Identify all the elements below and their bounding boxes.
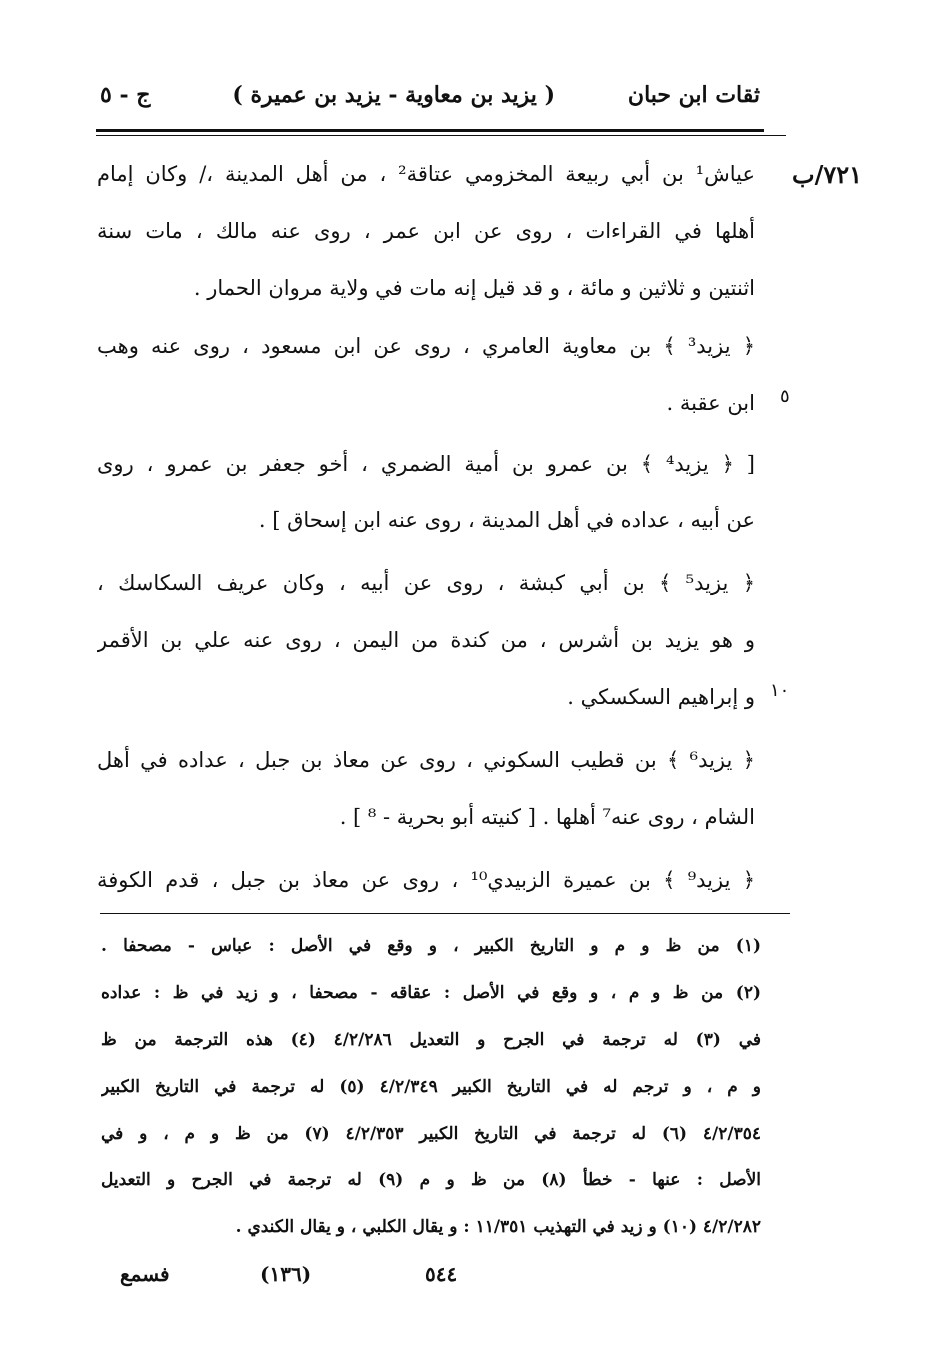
footnote-line: (٢) من ظ و م ، و وقع في الأصل : عقاقه - مصحفا ، و زيد في ظ : عداده — [101, 983, 761, 1003]
body-line: ﴿ يزيد⁶ ﴾ بن قطيب السكوني ، روى عن معاذ بن جبل ، عداده في أهل — [97, 748, 755, 772]
line-number-5: ٥ — [780, 386, 790, 407]
body-line: و هو يزيد بن أشرس ، من كندة من اليمن ، روى عنه علي بن الأقمر — [97, 628, 755, 652]
body-line: عن أبيه ، عداده في أهل المدينة ، روى عنه ابن إسحاق ] . — [258, 508, 755, 532]
footnote-line: في (٣) له ترجمة في الجرح و التعديل ٤/٢/٢٨٦ (٤) هذه الترجمة من ظ — [101, 1030, 761, 1050]
volume-label: ج - ٥ — [100, 82, 151, 108]
body-line: [ ﴿ يزيد⁴ ﴾ بن عمرو بن أمية الضمري ، أخو جعفر بن عمرو ، روى — [97, 452, 755, 476]
body-line: الشام ، روى عنه⁷ أهلها . [ كنيته أبو بحرية - ⁸ ] . — [339, 805, 755, 829]
body-line: عياش¹ بن أبي ربيعة المخزومي عتاقة² ، من أهل المدينة ،/ وكان إمام — [97, 162, 755, 186]
footnote-rule — [100, 913, 790, 914]
signature-mark: (١٣٦) — [260, 1262, 312, 1286]
footnote-line: (١) من ظ و م و التاريخ الكبير ، و وقع في الأصل : عباس - مصحفا . — [101, 936, 761, 956]
body-line: ابن عقبة . — [666, 391, 755, 415]
body-line: ﴿ يزيد³ ﴾ بن معاوية العامري ، روى عن ابن مسعود ، روى عنه وهب — [97, 334, 755, 358]
line-number-10: ١٠ — [770, 680, 790, 701]
footnote-line: و م ، و ترجم له في التاريخ الكبير ٤/٢/٣٤٩ (٥) له ترجمة في التاريخ الكبير — [101, 1077, 761, 1097]
bottom-line — [120, 1262, 460, 1292]
body-line: أهلها في القراءات ، روى عن ابن عمر ، روى عنه مالك ، مات سنة — [97, 219, 755, 243]
header-rule-thin — [96, 135, 786, 136]
book-title: ثقات ابن حبان — [627, 82, 760, 108]
header-rule-thick — [96, 129, 764, 132]
entry-range: ( يزيد بن معاوية - يزيد بن عميرة ) — [232, 82, 555, 108]
body-line: ﴿ يزيد⁹ ﴾ بن عميرة الزبيدي¹⁰ ، روى عن معاذ بن جبل ، قدم الكوفة — [97, 868, 755, 892]
page-number: ٥٤٤ — [425, 1262, 458, 1286]
footnote-line: ٤/٢/٣٥٤ (٦) له ترجمة في التاريخ الكبير ٤/٢/٣٥٣ (٧) من ظ و م ، و في — [101, 1124, 761, 1144]
body-line: و إبراهيم السكسكي . — [567, 685, 755, 709]
footnote-line: ٤/٢/٢٨٢ (١٠) و زيد في التهذيب ١١/٣٥١ : و يقال الكلبي ، و يقال الكندي . — [235, 1217, 761, 1237]
running-header — [100, 82, 760, 126]
body-line: ﴿ يزيد⁵ ﴾ بن أبي كبشة ، روى عن أبيه ، وكان عريف السكاسك ، — [97, 571, 755, 595]
footnote-line: الأصل : عنها - خطأ (٨) من ظ و م (٩) له ترجمة في الجرح و التعديل — [101, 1170, 761, 1190]
body-line: اثنتين و ثلاثين و مائة ، و قد قيل إنه مات في ولاية مروان الحمار . — [193, 276, 755, 300]
folio-marker: ٧٢١/ب — [792, 160, 863, 189]
catchword: فسمع — [120, 1262, 170, 1286]
